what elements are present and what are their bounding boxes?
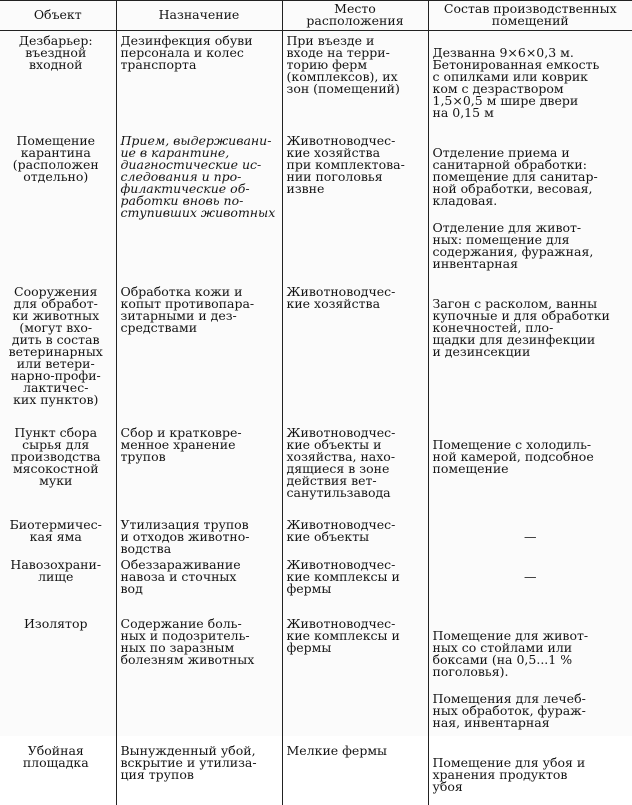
composition-text: Помещения для лечеб- ных обработок, фураж- ная, инвентарная [433, 693, 629, 729]
table-row [0, 555, 632, 614]
cell-composition [428, 555, 632, 614]
cell-location: Животноводчес- кие объекты [282, 515, 428, 555]
header-row [0, 1, 632, 31]
cell-object: Убойная площадка [0, 741, 116, 805]
column-header-object: Объект [0, 1, 116, 31]
cell-location: Животноводчес- кие хозяйства при комплектова- нии поголовья извне [282, 131, 428, 282]
cell-object: Биотермичес- кая яма [0, 515, 116, 555]
column-header-composition: Состав производственных помещений [428, 1, 632, 31]
table-body [0, 31, 632, 805]
cell-composition [428, 614, 632, 741]
cell-purpose: Вынужденный убой, вскрытие и утилиза- ция трупов [116, 741, 282, 805]
table-row [0, 741, 632, 805]
cell-location: Животноводчес- кие объекты и хозяйства, нахо- дящиеся в зоне действия вет- санутильзавода [282, 423, 428, 515]
table-row [0, 31, 632, 132]
cell-object: Дезбарьер: въездной входной [0, 31, 116, 132]
table-row [0, 515, 632, 555]
composition-text: Отделение приема и санитарной обработки: помещение для санитар- ной обработки, весовая, кладовая. [433, 147, 629, 207]
cell-location: Животноводчес- кие хозяйства [282, 282, 428, 423]
composition-text: — [433, 531, 629, 543]
composition-text: Помещение для убоя и хранения продуктов убоя [433, 757, 629, 793]
cell-object: Помещение карантина (расположен отдельно) [0, 131, 116, 282]
table-row [0, 131, 632, 282]
composition-text: Помещение для живот- ных со стойлами или боксами (на 0,5...1 % поголовья). [433, 630, 629, 678]
table-header [0, 1, 632, 31]
cell-purpose: Сбор и кратковре- менное хранение трупов [116, 423, 282, 515]
cell-object: Сооружения для обработ- ки животных (могут вхо- дить в состав ветеринарных или ветери- нарно-профи- лактичес- ких пунктов) [0, 282, 116, 423]
cell-composition [428, 741, 632, 805]
composition-text: — [433, 571, 629, 583]
cell-object: Навозохрани- лище [0, 555, 116, 614]
cell-purpose: Дезинфекция обуви персонала и колес транспорта [116, 31, 282, 132]
cell-purpose: Обеззараживание навоза и сточных вод [116, 555, 282, 614]
cell-location: Животноводчес- кие комплексы и фермы [282, 555, 428, 614]
column-header-location: Место расположения [282, 1, 428, 31]
cell-composition [428, 131, 632, 282]
table-row [0, 614, 632, 741]
cell-composition [428, 282, 632, 423]
cell-location: При въезде и входе на терри- торию ферм (комплексов), их зон (помещений) [282, 31, 428, 132]
cell-location: Мелкие фермы [282, 741, 428, 805]
composition-text: Помещение с холодиль- ной камерой, подсобное помещение [433, 439, 629, 475]
cell-object: Пункт сбора сырья для производства мясокостной муки [0, 423, 116, 515]
cell-object: Изолятор [0, 614, 116, 741]
cell-composition [428, 515, 632, 555]
cell-location: Животноводчес- кие комплексы и фермы [282, 614, 428, 741]
column-header-purpose: Назначение [116, 1, 282, 31]
composition-text: Отделение для живот- ных: помещение для содержания, фуражная, инвентарная [433, 222, 629, 270]
cell-purpose: Утилизация трупов и отходов животно- водства [116, 515, 282, 555]
table-row [0, 423, 632, 515]
composition-text: Дезванна 9×6×0,3 м. Бетонированная емкость с опилками или коврик ком с дезраствором 1,5×0,5 м шире двери на 0,15 м [433, 47, 629, 119]
cell-composition [428, 423, 632, 515]
cell-purpose: Обработка кожи и копыт противопара- зитарными и дез- средствами [116, 282, 282, 423]
cell-composition [428, 31, 632, 132]
cell-purpose: Прием, выдерживани- ие в карантине, диагностические ис- следования и про- филактические об- работки вновь по- ступивших животных [116, 131, 282, 282]
table-row [0, 282, 632, 423]
cell-purpose: Содержание боль- ных и подозритель- ных по заразным болезням животных [116, 614, 282, 741]
composition-text: Загон с расколом, ванны купочные и для обработки конечностей, пло- щадки для дезинфекции и дезинсекции [433, 298, 629, 358]
